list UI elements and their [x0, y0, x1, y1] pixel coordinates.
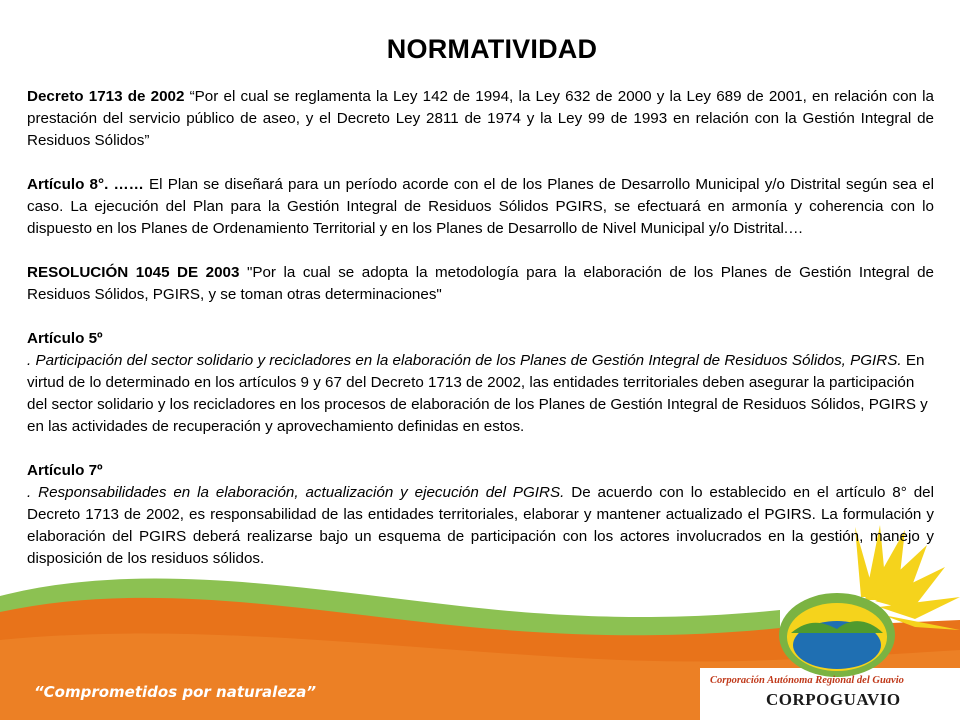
organization-name: Corporación Autónoma Regional del Guavio: [710, 675, 904, 686]
resolution-text: "Por la cual se adopta la metodología para la elaboración de los Planes de Gestión Integral de Residuos Sólidos, PGIRS, y se toman otras determinaciones": [27, 264, 934, 303]
organization-acronym: CORPOGUAVIO: [766, 690, 901, 709]
resolution-paragraph: [27, 262, 934, 306]
article-7-paragraph: [27, 482, 934, 570]
article-7-heading: Artículo 7º: [27, 462, 103, 479]
article-7-text: De acuerdo con lo establecido en el artículo 8° del Decreto 1713 de 2002, es responsabilidad de las entidades territoriales, elaborar y mantener actualizado el PGIRS. La formulación y elaboración del PGIRS deberá realizarse bajo un esquema de participación con los actores involucrados en la gestión, manejo y disposición de los residuos sólidos.: [27, 484, 934, 567]
document-body: [27, 86, 934, 592]
article-8-paragraph: [27, 174, 934, 240]
article-5-paragraph: [27, 350, 934, 438]
decree-text: “Por el cual se reglamenta la Ley 142 de 1994, la Ley 632 de 2000 y la Ley 689 de 2001, en relación con la prestación del servicio público de aseo, y el Decreto Ley 2811 de 1974 y la Ley 99 de 1993 en relación con la Gestión Integral de Residuos Sólidos”: [27, 88, 934, 149]
page-title: NORMATIVIDAD: [386, 34, 598, 64]
article-5-heading: Artículo 5º: [27, 330, 103, 347]
resolution-heading: RESOLUCIÓN 1045 DE 2003: [27, 264, 240, 281]
decree-paragraph: [27, 86, 934, 152]
article-8-heading: Artículo 8°. ……: [27, 176, 144, 193]
article-8-text: El Plan se diseñará para un período acorde con el de los Planes de Desarrollo Municipal y/o Distrital según sea el caso. La ejecución del Plan para la Gestión Integral de Residuos Sólidos PGIRS, se efectuará en armonía y coherencia con lo dispuesto en los Planes de Ordenamiento Territorial y en los Planes de Desarrollo de Nivel Municipal y/o Distrital.…: [27, 176, 934, 237]
article-5-text: En virtud de lo determinado en los artículos 9 y 67 del Decreto 1713 de 2002, las entidades territoriales deben asegurar la participación del sector solidario y los recicladores en los procesos de elaboración de los Planes de Gestión Integral de Residuos Sólidos, PGIRS y en las actividades de recuperación y aprovechamiento definidas en estos.: [27, 352, 928, 435]
slogan: “Comprometidos por naturaleza”: [34, 683, 317, 701]
decree-heading: Decreto 1713 de 2002: [27, 88, 185, 105]
article-7-title: . Responsabilidades en la elaboración, actualización y ejecución del PGIRS.: [27, 484, 565, 501]
article-5-title: . Participación del sector solidario y recicladores en la elaboración de los Planes de Gestión Integral de Residuos Sólidos, PGIRS.: [27, 352, 902, 369]
